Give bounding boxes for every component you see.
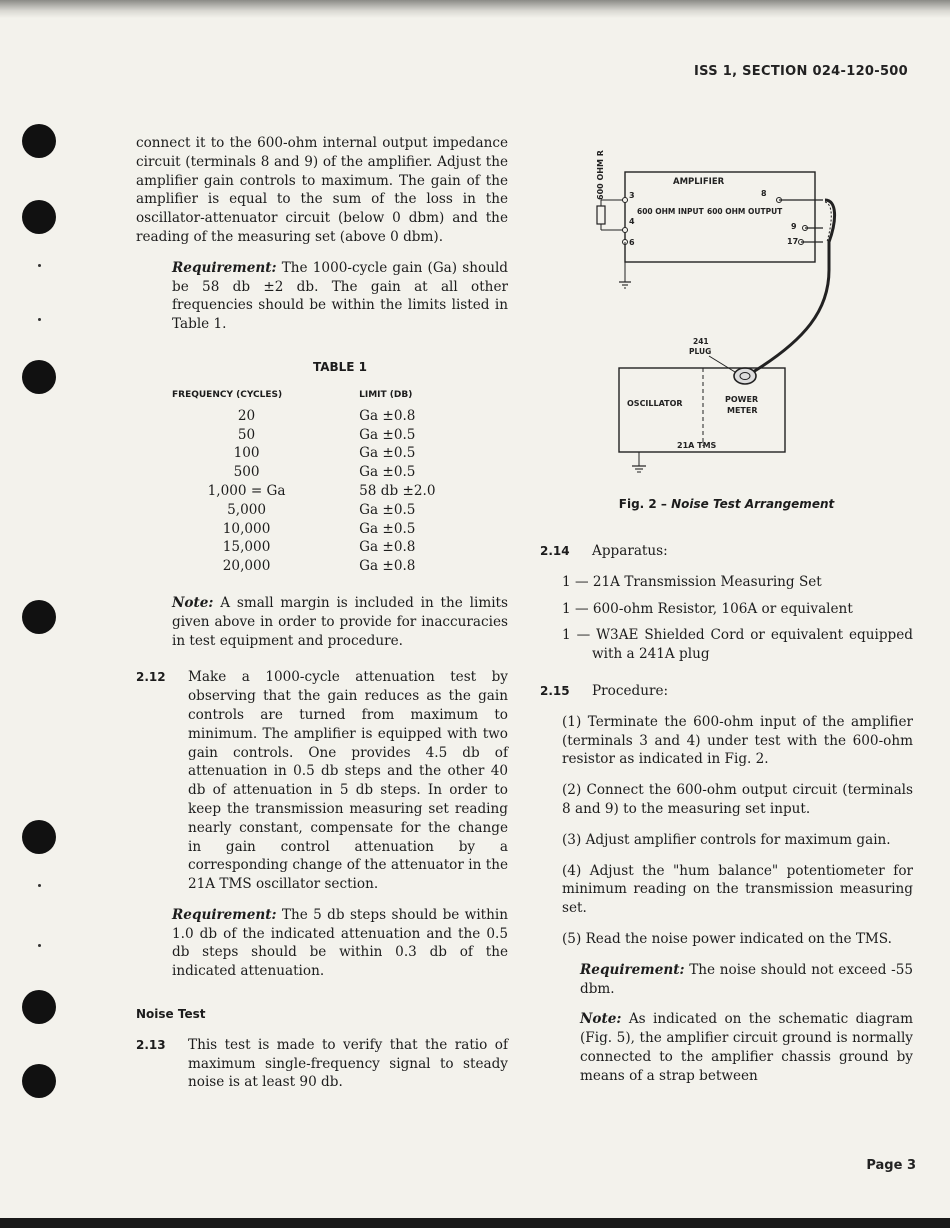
binder-hole <box>22 600 56 634</box>
figure-caption <box>540 497 913 511</box>
figure-caption-title: Noise Test Arrangement <box>671 497 835 511</box>
plug-icon <box>734 368 756 384</box>
frequency-limit-table <box>172 389 508 576</box>
section-text: Make a 1000-cycle attenuation test by observing that the gain reduces as the gain controls are turned from maximum to minimum. The amplifier is equipped with two gain controls. One provides 4.5 db of attenuation in 0.5 db steps and the other 40 db of attenuation in 5 db steps. In order to keep the transmission measuring set reading nearly constant, compensate for the change in gain control attenuation by a corresponding change of the attenuator in the 21A TMS oscillator section. <box>188 669 508 893</box>
table-row <box>172 463 508 482</box>
procedure-step: (2) Connect the 600-ohm output circuit (terminals 8 and 9) to the measuring set input. <box>562 782 913 817</box>
apparatus-item: 1 — 600-ohm Resistor, 106A or equivalent <box>562 600 853 617</box>
requirement-label: Requirement: <box>172 906 277 923</box>
cell-frequency: 50 <box>237 426 256 443</box>
terminal-3-label: 3 <box>629 191 635 200</box>
table-title: TABLE 1 <box>312 359 368 374</box>
binder-hole <box>22 360 56 394</box>
cell-frequency: 1,000 = Ga <box>207 482 286 499</box>
terminal-9-label: 9 <box>791 222 797 231</box>
scan-bottom-edge <box>0 1218 950 1228</box>
section-2-15 <box>540 682 913 701</box>
resistor-label: 600 OHM RESISTOR <box>596 150 605 200</box>
section-number: 2.13 <box>136 1037 166 1052</box>
procedure-step: (3) Adjust amplifier controls for maximum gain. <box>562 831 891 848</box>
table-row <box>172 407 508 426</box>
note-label: Note: <box>172 594 214 611</box>
section-2-14 <box>540 542 913 561</box>
section-2-12 <box>136 668 508 894</box>
resistor-icon <box>597 206 605 224</box>
table-row <box>172 501 508 520</box>
cell-frequency: 100 <box>233 445 260 462</box>
terminal-4-label: 4 <box>629 217 635 226</box>
tms-box <box>619 368 785 452</box>
cell-limit: Ga ±0.5 <box>359 520 416 537</box>
section-number: 2.15 <box>540 683 570 698</box>
requirement-text: The 1000-cycle gain (Ga) should be 58 db ±2 db. The gain at all other frequencies should be within the limits listed in Table 1. <box>172 259 508 333</box>
binder-hole <box>22 990 56 1024</box>
scan-top-edge <box>0 0 950 18</box>
cell-frequency: 20 <box>237 407 256 424</box>
binder-hole <box>22 124 56 158</box>
section-2-13 <box>136 1036 508 1092</box>
noise-test-diagram <box>585 150 905 480</box>
cell-limit: Ga ±0.8 <box>359 407 416 424</box>
requirement-label: Requirement: <box>172 259 277 276</box>
table-row <box>172 444 508 463</box>
cell-frequency: 5,000 <box>227 501 267 518</box>
note-margin <box>136 594 508 650</box>
requirement-gain <box>136 259 508 334</box>
procedure-step: (5) Read the noise power indicated on the TMS. <box>562 930 892 947</box>
section-number: 2.12 <box>136 670 166 685</box>
procedure-step: (4) Adjust the "hum balance" potentiometer for minimum reading on the transmission measuring set. <box>562 862 913 917</box>
page-number: Page 3 <box>866 1158 916 1173</box>
requirement-text: The 5 db steps should be within 1.0 db of the indicated attenuation and the 0.5 db steps should be within 0.3 db of the indicated attenuation. <box>172 906 508 980</box>
power-meter-label-line2: METER <box>727 406 758 415</box>
note-text: A small margin is included in the limits given above in order to provide for inaccuracies in test equipment and procedure. <box>172 594 508 649</box>
section-number: 2.14 <box>540 544 570 558</box>
column-header-frequency: FREQUENCY (CYCLES) <box>172 389 283 400</box>
cell-limit: Ga ±0.8 <box>359 539 416 556</box>
note-ground <box>540 1010 913 1085</box>
page-header: ISS 1, SECTION 024-120-500 <box>694 64 908 79</box>
table-row <box>172 426 508 445</box>
note-text: As indicated on the schematic diagram (Fig. 5), the amplifier circuit ground is normally connected to the amplifier chassis ground by means of a strap between <box>580 1011 913 1084</box>
right-column <box>540 542 913 1086</box>
cell-frequency: 500 <box>233 464 260 481</box>
terminal-6-label: 6 <box>629 238 635 247</box>
section-text: This test is made to verify that the ratio of maximum single-frequency signal to steady noise is at least 90 db. <box>188 1036 508 1091</box>
cell-limit: 58 db ±2.0 <box>359 482 436 499</box>
noise-test-heading: Noise Test <box>136 1007 206 1022</box>
tms-label: 21A TMS <box>677 441 717 450</box>
oscillator-label: OSCILLATOR <box>627 399 683 408</box>
cell-frequency: 20,000 <box>222 558 271 575</box>
terminal-17-label: 17 <box>787 237 799 246</box>
cell-limit: Ga ±0.8 <box>359 558 416 575</box>
figure-caption-prefix: Fig. 2 – <box>618 497 667 511</box>
requirement-label: Requirement: <box>580 961 685 978</box>
table-row <box>172 482 508 501</box>
cell-frequency: 15,000 <box>222 539 271 556</box>
plug-label-line2: PLUG <box>689 347 712 356</box>
plug-label-line1: 241 <box>693 337 709 346</box>
procedure-step: (1) Terminate the 600-ohm input of the amplifier (terminals 3 and 4) under test with the 600-ohm resistor as indicated in Fig. 2. <box>562 713 913 768</box>
left-column <box>136 134 508 1092</box>
table-row <box>172 520 508 539</box>
intro-paragraph: connect it to the 600-ohm internal output impedance circuit (terminals 8 and 9) of the amplifier. Adjust the amplifier gain controls to maximum. The gain of the amplifier is equal to the sum of the loss in the oscillator-attenuator circuit (below 0 dbm) and the reading of the measuring set (above 0 dbm). <box>136 135 508 245</box>
cell-limit: Ga ±0.5 <box>359 445 416 462</box>
note-label: Note: <box>580 1011 622 1028</box>
scan-speck <box>38 884 41 887</box>
section-text: Procedure: <box>592 682 669 699</box>
input-label: 600 OHM INPUT <box>637 207 704 216</box>
amplifier-label: AMPLIFIER <box>673 177 725 187</box>
requirement-noise <box>540 961 913 999</box>
cell-frequency: 10,000 <box>222 520 271 537</box>
power-meter-label-line1: POWER <box>725 395 759 404</box>
diagram-svg <box>585 150 905 480</box>
apparatus-item: 1 — 21A Transmission Measuring Set <box>562 573 822 590</box>
apparatus-item: 1 — W3AE Shielded Cord or equivalent equipped with a 241A plug <box>562 627 913 663</box>
requirement-steps <box>136 906 508 981</box>
output-label: 600 OHM OUTPUT <box>707 207 783 216</box>
binder-hole <box>22 1064 56 1098</box>
binder-hole <box>22 820 56 854</box>
scan-speck <box>38 944 41 947</box>
terminal-8-label: 8 <box>761 189 767 198</box>
cell-limit: Ga ±0.5 <box>359 501 416 518</box>
cell-limit: Ga ±0.5 <box>359 464 416 481</box>
requirement-text: The noise should not exceed -55 dbm. <box>580 961 913 997</box>
scan-speck <box>38 318 41 321</box>
table-row <box>172 538 508 557</box>
binder-hole <box>22 200 56 234</box>
section-text: Apparatus: <box>592 543 668 559</box>
scan-speck <box>38 264 41 267</box>
table-row <box>172 557 508 576</box>
column-header-limit: LIMIT (DB) <box>359 389 413 400</box>
cell-limit: Ga ±0.5 <box>359 426 416 443</box>
